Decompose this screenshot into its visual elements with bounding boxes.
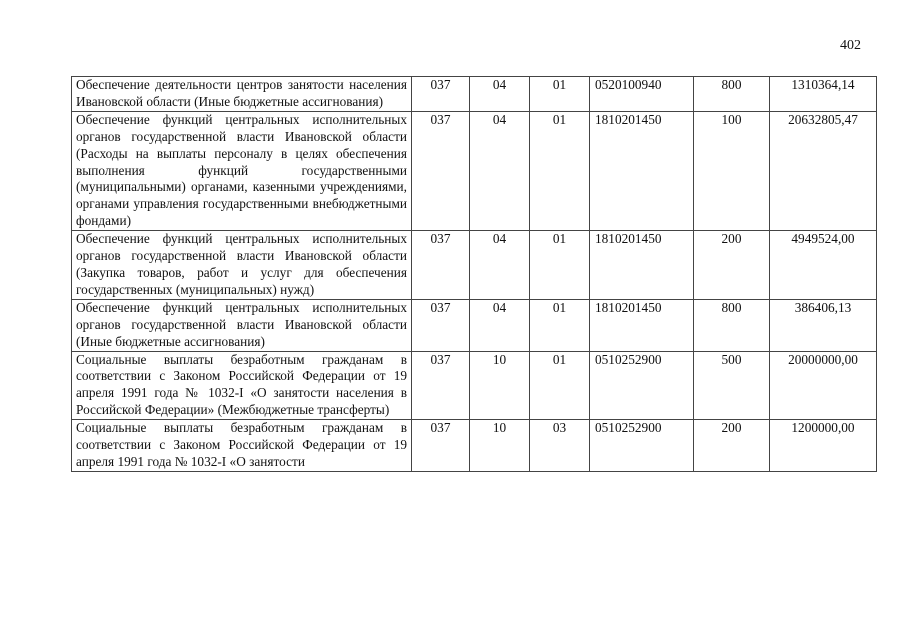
ministry-code: 037 (412, 231, 470, 300)
subsection-code: 01 (530, 231, 590, 300)
table-row (72, 351, 877, 420)
amount: 1310364,14 (770, 77, 877, 112)
amount: 20632805,47 (770, 111, 877, 230)
section-code: 04 (470, 299, 530, 351)
amount: 20000000,00 (770, 351, 877, 420)
target-article-code: 1810201450 (590, 231, 694, 300)
target-article-code: 0510252900 (590, 351, 694, 420)
table-row (72, 299, 877, 351)
section-code: 10 (470, 351, 530, 420)
row-description: Обеспечение функций центральных исполнительных органов государственной власти Ивановской области (Иные бюджетные ассигнования) (72, 299, 412, 351)
section-code: 04 (470, 231, 530, 300)
row-description: Обеспечение функций центральных исполнительных органов государственной власти Ивановской области (Закупка товаров, работ и услуг для обеспечения государственных (муниципальных) нужд) (72, 231, 412, 300)
table-row (72, 231, 877, 300)
ministry-code: 037 (412, 77, 470, 112)
ministry-code: 037 (412, 351, 470, 420)
subsection-code: 03 (530, 420, 590, 472)
ministry-code: 037 (412, 420, 470, 472)
target-article-code: 0510252900 (590, 420, 694, 472)
section-code: 10 (470, 420, 530, 472)
section-code: 04 (470, 77, 530, 112)
budget-table (71, 76, 877, 472)
expense-type-code: 800 (694, 77, 770, 112)
ministry-code: 037 (412, 111, 470, 230)
table-row (72, 77, 877, 112)
section-code: 04 (470, 111, 530, 230)
expense-type-code: 800 (694, 299, 770, 351)
amount: 4949524,00 (770, 231, 877, 300)
expense-type-code: 100 (694, 111, 770, 230)
row-description: Обеспечение функций центральных исполнительных органов государственной власти Ивановской области (Расходы на выплаты персоналу в целях обеспечения выполнения функций государственными (муниципальными) органами, казенными учреждениями, органами управления государственными внебюджетными фондами) (72, 111, 412, 230)
subsection-code: 01 (530, 77, 590, 112)
subsection-code: 01 (530, 351, 590, 420)
target-article-code: 0520100940 (590, 77, 694, 112)
subsection-code: 01 (530, 299, 590, 351)
expense-type-code: 500 (694, 351, 770, 420)
ministry-code: 037 (412, 299, 470, 351)
expense-type-code: 200 (694, 420, 770, 472)
row-description: Обеспечение деятельности центров занятости населения Ивановской области (Иные бюджетные ассигнования) (72, 77, 412, 112)
subsection-code: 01 (530, 111, 590, 230)
target-article-code: 1810201450 (590, 299, 694, 351)
page-number: 402 (840, 38, 861, 53)
row-description: Социальные выплаты безработным гражданам в соответствии с Законом Российской Федерации от 19 апреля 1991 года № 1032-I «О занятости (72, 420, 412, 472)
table-row (72, 111, 877, 230)
amount: 1200000,00 (770, 420, 877, 472)
target-article-code: 1810201450 (590, 111, 694, 230)
expense-type-code: 200 (694, 231, 770, 300)
row-description: Социальные выплаты безработным гражданам в соответствии с Законом Российской Федерации от 19 апреля 1991 года № 1032-I «О занятости населения в Российской Федерации» (Межбюджетные трансферты) (72, 351, 412, 420)
amount: 386406,13 (770, 299, 877, 351)
table-row (72, 420, 877, 472)
